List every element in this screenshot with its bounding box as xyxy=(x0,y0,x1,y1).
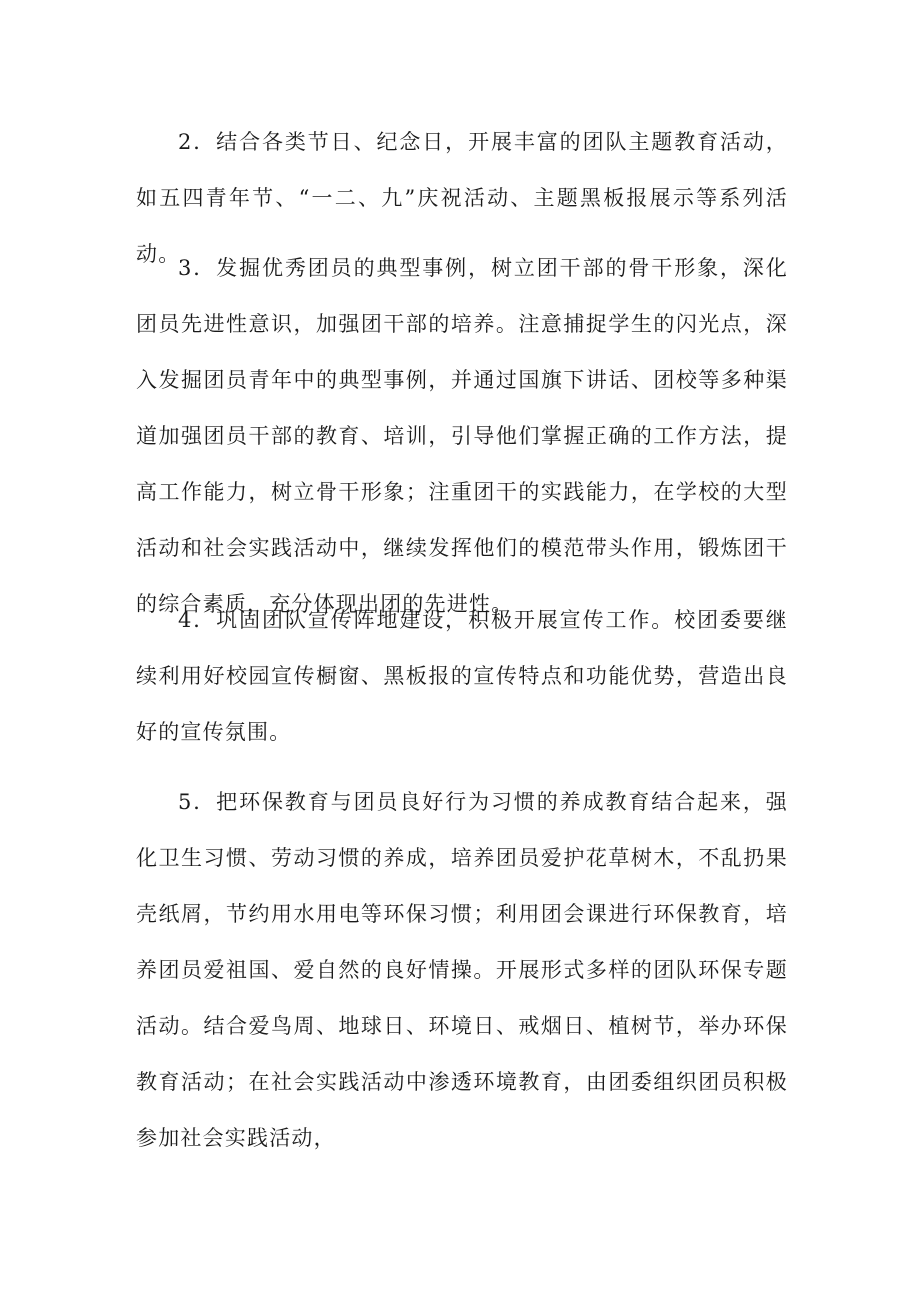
paragraph-item-3: 3．发掘优秀团员的典型事例，树立团干部的骨干形象，深化团员先进性意识，加强团干部的培养。注意捕捉学生的闪光点，深入发掘团员青年中的典型事例，并通过国旗下讲话、团校等多种渠道加强团员干部的教育、培训，引导他们掌握正确的工作方法，提高工作能力，树立骨干形象；注重团干的实践能力，在学校的大型活动和社会实践活动中，继续发挥他们的模范带头作用，锻炼团干的综合素质，充分体现出团的先进性。 xyxy=(136,256,788,616)
paragraph-item-4: 4．巩固团队宣传阵地建设，积极开展宣传工作。校团委要继续利用好校园宣传橱窗、黑板报的宣传特点和功能优势，营造出良好的宣传氛围。 xyxy=(136,608,788,744)
paragraph-item-2: 2．结合各类节日、纪念日，开展丰富的团队主题教育活动，如五四青年节、“一二、九”庆祝活动、主题黑板报展示等系列活动。 xyxy=(136,130,788,266)
paragraph-item-5: 5．把环保教育与团员良好行为习惯的养成教育结合起来，强化卫生习惯、劳动习惯的养成，培养团员爱护花草树木，不乱扔果壳纸屑，节约用水用电等环保习惯；利用团会课进行环保教育，培养团员爱祖国、爱自然的良好情操。开展形式多样的团队环保专题活动。结合爱鸟周、地球日、环境日、戒烟日、植树节，举办环保教育活动；在社会实践活动中渗透环境教育，由团委组织团员积极参加社会实践活动， xyxy=(136,790,788,1150)
